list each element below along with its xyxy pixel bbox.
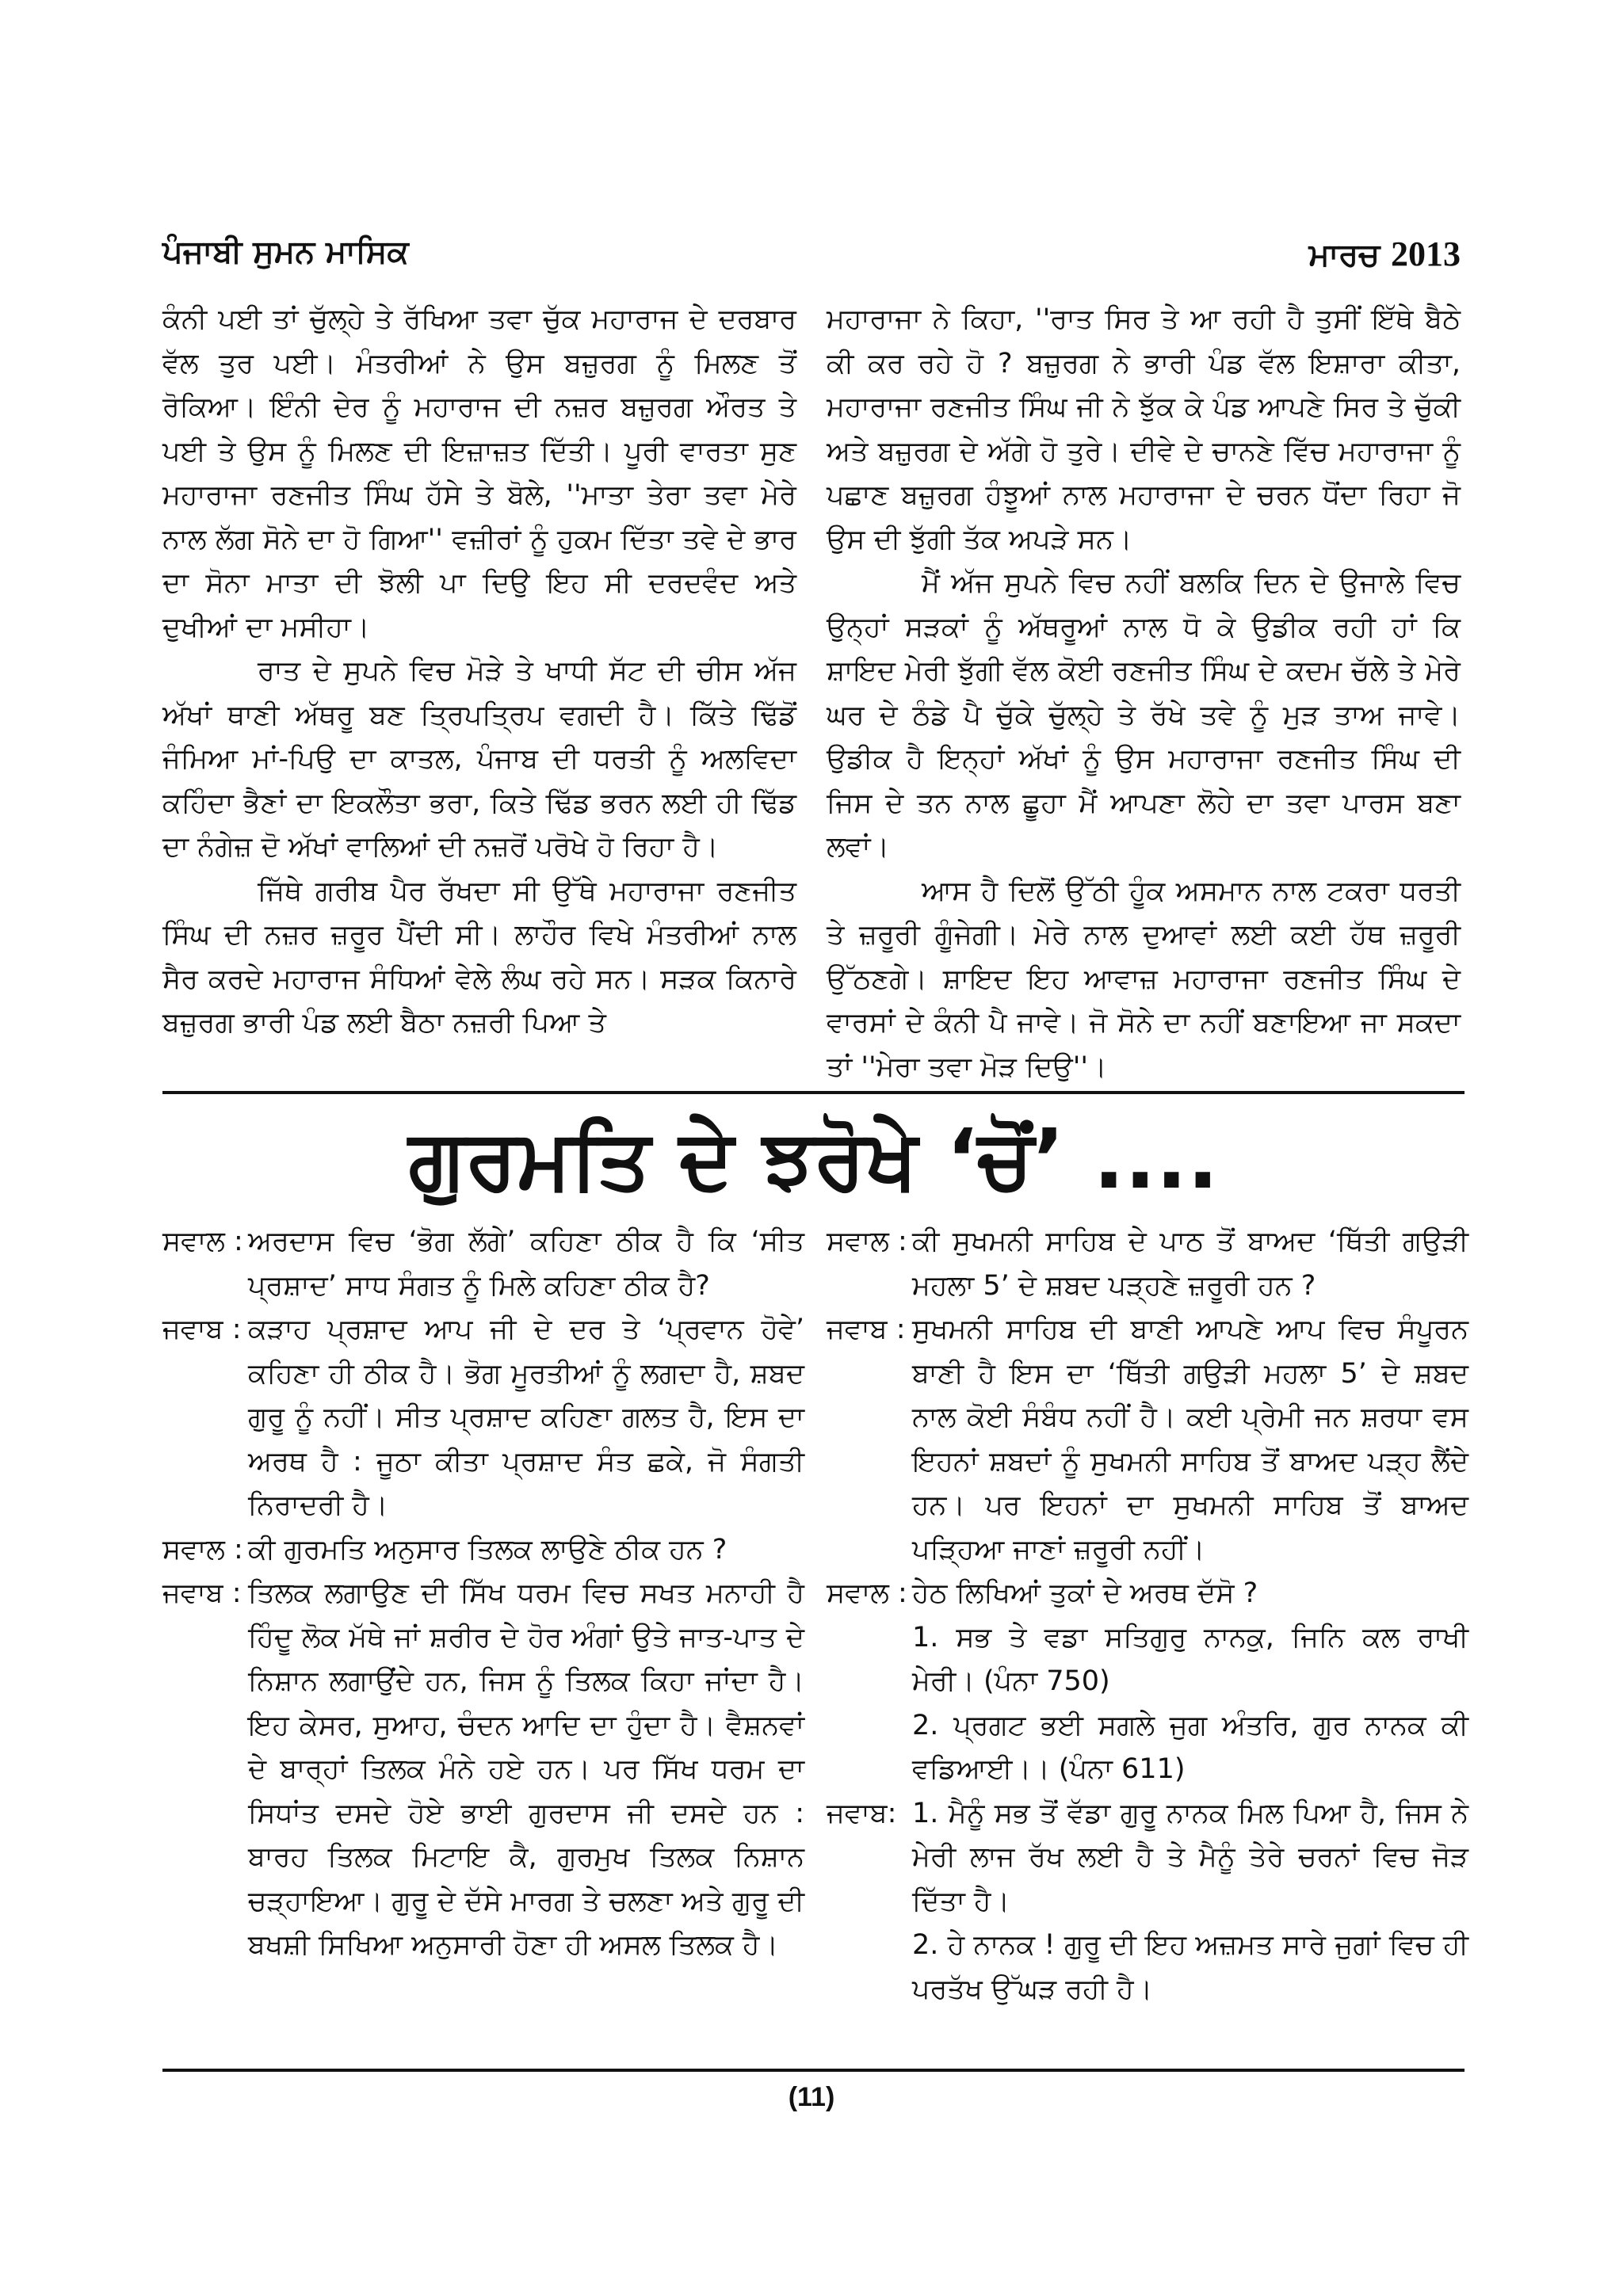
qa-text: 2. ਪ੍ਰਗਟ ਭਈ ਸਗਲੇ ਜੁਗ ਅੰਤਰਿ, ਗੁਰ ਨਾਨਕ ਕੀ ਵਡਿਆਈ।। (ਪੰਨਾ 611) [912, 1709, 1468, 1785]
qa-item [162, 1572, 804, 1968]
issue-date [1309, 234, 1461, 274]
qa-label [827, 1704, 912, 1792]
qa-item [827, 1308, 1468, 1572]
qa-column-left [162, 1220, 804, 1968]
article-paragraph: ਮੈਂ ਅੱਜ ਸੁਪਨੇ ਵਿਚ ਨਹੀਂ ਬਲਕਿ ਦਿਨ ਦੇ ਉਜਾਲੇ ਵਿਚ ਉਨ੍ਹਾਂ ਸੜਕਾਂ ਨੂੰ ਅੱਥਰੂਆਂ ਨਾਲ ਧੋ ਕੇ ਉਡੀਕ ਰਹੀ ਹਾਂ ਕਿ ਸ਼ਾਇਦ ਮੇਰੀ ਝੁੱਗੀ ਵੱਲ ਕੋਈ ਰਣਜੀਤ ਸਿੰਘ ਦੇ ਕਦਮ ਚੱਲੇ ਤੇ ਮੇਰੇ ਘਰ ਦੇ ਠੰਡੇ ਪੈ ਚੁੱਕੇ ਚੁੱਲ੍ਹੇ ਤੇ ਰੱਖੇ ਤਵੇ ਨੂੰ ਮੁੜ ਤਾਅ ਜਾਵੇ। ਉਡੀਕ ਹੈ ਇਨ੍ਹਾਂ ਅੱਖਾਂ ਨੂੰ ਉਸ ਮਹਾਰਾਜਾ ਰਣਜੀਤ ਸਿੰਘ ਦੀ ਜਿਸ ਦੇ ਤਨ ਨਾਲ ਛੂਹਾ ਮੈਂ ਆਪਣਾ ਲੋਹੇ ਦਾ ਤਵਾ ਪਾਰਸ ਬਣਾ ਲਵਾਂ। [827, 567, 1461, 863]
qa-item [162, 1528, 804, 1573]
issue-year: 2013 [1391, 235, 1461, 273]
qa-label: ਜਵਾਬ : [162, 1577, 242, 1609]
qa-text: 2. ਹੇ ਨਾਨਕ ! ਗੁਰੂ ਦੀ ਇਹ ਅਜ਼ਮਤ ਸਾਰੇ ਜੁਗਾਂ ਵਿਚ ਹੀ ਪਰਤੱਖ ਉੱਘੜ ਰਹੀ ਹੈ। [912, 1929, 1468, 2005]
section-title: ਗੁਰਮਤਿ ਦੇ ਝਰੋਖੇ ‘ਚੋਂ’ .... [408, 1111, 1219, 1207]
magazine-name: ਪੰਜਾਬੀ ਸੁਮਨ ਮਾਸਿਕ [162, 234, 409, 270]
qa-item [162, 1308, 804, 1528]
qa-text: ਤਿਲਕ ਲਗਾਉਣ ਦੀ ਸਿੱਖ ਧਰਮ ਵਿਚ ਸਖਤ ਮਨਾਹੀ ਹੈ ਹਿੰਦੂ ਲੋਕ ਮੱਥੇ ਜਾਂ ਸ਼ਰੀਰ ਦੇ ਹੋਰ ਅੰਗਾਂ ਉਤੇ ਜਾਤ-ਪਾਤ ਦੇ ਨਿਸ਼ਾਨ ਲਗਾਉਂਦੇ ਹਨ, ਜਿਸ ਨੂੰ ਤਿਲਕ ਕਿਹਾ ਜਾਂਦਾ ਹੈ। ਇਹ ਕੇਸਰ, ਸੁਆਹ, ਚੰਦਨ ਆਦਿ ਦਾ ਹੁੰਦਾ ਹੈ। ਵੈਸ਼ਨਵਾਂ ਦੇ ਬਾਰ੍ਹਾਂ ਤਿਲਕ ਮੰਨੇ ਹਏ ਹਨ। ਪਰ ਸਿੱਖ ਧਰਮ ਦਾ ਸਿਧਾਂਤ ਦਸਦੇ ਹੋਏ ਭਾਈ ਗੁਰਦਾਸ ਜੀ ਦਸਦੇ ਹਨ : ਬਾਰਹ ਤਿਲਕ ਮਿਟਾਇ ਕੈ, ਗੁਰਮੁਖ ਤਿਲਕ ਨਿਸ਼ਾਨ ਚੜ੍ਹਾਇਆ। ਗੁਰੂ ਦੇ ਦੱਸੇ ਮਾਰਗ ਤੇ ਚਲਣਾ ਅਤੇ ਗੁਰੂ ਦੀ ਬਖਸ਼ੀ ਸਿਖਿਆ ਅਨੁਸਾਰੀ ਹੋਣਾ ਹੀ ਅਸਲ ਤਿਲਕ ਹੈ। [248, 1577, 804, 1961]
qa-text: ਕੜਾਹ ਪ੍ਰਸ਼ਾਦ ਆਪ ਜੀ ਦੇ ਦਰ ਤੇ ‘ਪ੍ਰਵਾਨ ਹੋਵੇ’ ਕਹਿਣਾ ਹੀ ਠੀਕ ਹੈ। ਭੋਗ ਮੂਰਤੀਆਂ ਨੂੰ ਲਗਦਾ ਹੈ, ਸ਼ਬਦ ਗੁਰੂ ਨੂੰ ਨਹੀਂ। ਸੀਤ ਪ੍ਰਸ਼ਾਦ ਕਹਿਣਾ ਗਲਤ ਹੈ, ਇਸ ਦਾ ਅਰਥ ਹੈ : ਜੂਠਾ ਕੀਤਾ ਪ੍ਰਸ਼ਾਦ ਸੰਤ ਛਕੇ, ਜੋ ਸੰਗਤੀ ਨਿਰਾਦਰੀ ਹੈ। [248, 1314, 804, 1521]
qa-item [162, 1220, 804, 1308]
qa-label: ਸਵਾਲ : [162, 1226, 243, 1257]
qa-item [827, 1220, 1468, 1308]
qa-label [827, 1616, 912, 1704]
page-header [162, 234, 1461, 281]
qa-item [827, 1704, 1468, 1792]
article-paragraph: ਮਹਾਰਾਜਾ ਨੇ ਕਿਹਾ, ''ਰਾਤ ਸਿਰ ਤੇ ਆ ਰਹੀ ਹੈ ਤੁਸੀਂ ਇੱਥੇ ਬੈਠੇ ਕੀ ਕਰ ਰਹੇ ਹੋ ? ਬਜ਼ੁਰਗ ਨੇ ਭਾਰੀ ਪੰਡ ਵੱਲ ਇਸ਼ਾਰਾ ਕੀਤਾ, ਮਹਾਰਾਜਾ ਰਣਜੀਤ ਸਿੰਘ ਜੀ ਨੇ ਝੁੱਕ ਕੇ ਪੰਡ ਆਪਣੇ ਸਿਰ ਤੇ ਚੁੱਕੀ ਅਤੇ ਬਜ਼ੁਰਗ ਦੇ ਅੱਗੇ ਹੋ ਤੁਰੇ। ਦੀਵੇ ਦੇ ਚਾਨਣੇ ਵਿੱਚ ਮਹਾਰਾਜਾ ਨੂੰ ਪਛਾਣ ਬਜ਼ੁਰਗ ਹੰਝੂਆਂ ਨਾਲ ਮਹਾਰਾਜਾ ਦੇ ਚਰਨ ਧੋਂਦਾ ਰਿਹਾ ਜੋ ਉਸ ਦੀ ਝੁੱਗੀ ਤੱਕ ਅਪੜੇ ਸਨ। [827, 303, 1461, 555]
qa-item [827, 1616, 1468, 1704]
footer-divider [162, 2069, 1465, 2072]
qa-item [827, 1792, 1468, 1924]
qa-label [827, 1924, 912, 2012]
article-paragraph: ਕੰਨੀ ਪਈ ਤਾਂ ਚੁੱਲ੍ਹੇ ਤੇ ਰੱਖਿਆ ਤਵਾ ਚੁੱਕ ਮਹਾਰਾਜ ਦੇ ਦਰਬਾਰ ਵੱਲ ਤੁਰ ਪਈ। ਮੰਤਰੀਆਂ ਨੇ ਉਸ ਬਜ਼ੁਰਗ ਨੂੰ ਮਿਲਣ ਤੋਂ ਰੋਕਿਆ। ਇੰਨੀ ਦੇਰ ਨੂੰ ਮਹਾਰਾਜ ਦੀ ਨਜ਼ਰ ਬਜ਼ੁਰਗ ਔਰਤ ਤੇ ਪਈ ਤੇ ਉਸ ਨੂੰ ਮਿਲਣ ਦੀ ਇਜ਼ਾਜ਼ਤ ਦਿੱਤੀ। ਪੂਰੀ ਵਾਰਤਾ ਸੁਣ ਮਹਾਰਾਜਾ ਰਣਜੀਤ ਸਿੰਘ ਹੱਸੇ ਤੇ ਬੋਲੇ, ''ਮਾਤਾ ਤੇਰਾ ਤਵਾ ਮੇਰੇ ਨਾਲ ਲੱਗ ਸੋਨੇ ਦਾ ਹੋ ਗਿਆ'' ਵਜ਼ੀਰਾਂ ਨੂੰ ਹੁਕਮ ਦਿੱਤਾ ਤਵੇ ਦੇ ਭਾਰ ਦਾ ਸੋਨਾ ਮਾਤਾ ਦੀ ਝੋਲੀ ਪਾ ਦਿਉ ਇਹ ਸੀ ਦਰਦਵੰਦ ਅਤੇ ਦੁਖੀਆਂ ਦਾ ਮਸੀਹਾ। [162, 303, 796, 643]
qa-text: 1. ਸਭ ਤੇ ਵਡਾ ਸਤਿਗੁਰੁ ਨਾਨਕੁ, ਜਿਨਿ ਕਲ ਰਾਖੀ ਮੇਰੀ। (ਪੰਨਾ 750) [912, 1621, 1468, 1697]
qa-item [827, 1572, 1468, 1616]
qa-item [827, 1924, 1468, 2012]
qa-label: ਸਵਾਲ : [162, 1533, 243, 1566]
qa-text: ਕੀ ਗੁਰਮਤਿ ਅਨੁਸਾਰ ਤਿਲਕ ਲਾਉਣੇ ਠੀਕ ਹਨ ? [248, 1533, 727, 1566]
article-paragraph: ਆਸ ਹੈ ਦਿਲੋਂ ਉੱਠੀ ਹੂੰਕ ਅਸਮਾਨ ਨਾਲ ਟਕਰਾ ਧਰਤੀ ਤੇ ਜ਼ਰੂਰੀ ਗੂੰਜੇਗੀ। ਮੇਰੇ ਨਾਲ ਦੁਆਵਾਂ ਲਈ ਕਈ ਹੱਥ ਜ਼ਰੂਰੀ ਉੱਠਣਗੇ। ਸ਼ਾਇਦ ਇਹ ਆਵਾਜ਼ ਮਹਾਰਾਜਾ ਰਣਜੀਤ ਸਿੰਘ ਦੇ ਵਾਰਸਾਂ ਦੇ ਕੰਨੀ ਪੈ ਜਾਵੇ। ਜੋ ਸੋਨੇ ਦਾ ਨਹੀਂ ਬਣਾਇਆ ਜਾ ਸਕਦਾ ਤਾਂ ''ਮੇਰਾ ਤਵਾ ਮੋੜ ਦਿਉ''। [827, 875, 1461, 1083]
article-paragraph: ਜਿੱਥੇ ਗਰੀਬ ਪੈਰ ਰੱਖਦਾ ਸੀ ਉੱਥੇ ਮਹਾਰਾਜਾ ਰਣਜੀਤ ਸਿੰਘ ਦੀ ਨਜ਼ਰ ਜ਼ਰੂਰ ਪੈਂਦੀ ਸੀ। ਲਾਹੌਰ ਵਿਖੇ ਮੰਤਰੀਆਂ ਨਾਲ ਸੈਰ ਕਰਦੇ ਮਹਾਰਾਜ ਸੰਧਿਆਂ ਵੇਲੇ ਲੰਘ ਰਹੇ ਸਨ। ਸੜਕ ਕਿਨਾਰੇ ਬਜ਼ੁਰਗ ਭਾਰੀ ਪੰਡ ਲਈ ਬੈਠਾ ਨਜ਼ਰੀ ਪਿਆ ਤੇ [162, 875, 796, 1039]
qa-text: 1. ਮੈਨੂੰ ਸਭ ਤੋਂ ਵੱਡਾ ਗੁਰੂ ਨਾਨਕ ਮਿਲ ਪਿਆ ਹੈ, ਜਿਸ ਨੇ ਮੇਰੀ ਲਾਜ ਰੱਖ ਲਈ ਹੈ ਤੇ ਮੈਨੂੰ ਤੇਰੇ ਚਰਨਾਂ ਵਿਚ ਜੋੜ ਦਿੱਤਾ ਹੈ। [912, 1797, 1468, 1917]
qa-column-right [827, 1220, 1468, 2012]
qa-label: ਜਵਾਬ : [827, 1314, 906, 1345]
qa-text: ਸੁਖਮਨੀ ਸਾਹਿਬ ਦੀ ਬਾਣੀ ਆਪਣੇ ਆਪ ਵਿਚ ਸੰਪੂਰਨ ਬਾਣੀ ਹੈ ਇਸ ਦਾ ‘ਥਿੱਤੀ ਗਉੜੀ ਮਹਲਾ 5’ ਦੇ ਸ਼ਬਦ ਨਾਲ ਕੋਈ ਸੰਬੰਧ ਨਹੀਂ ਹੈ। ਕਈ ਪ੍ਰੇਮੀ ਜਨ ਸ਼ਰਧਾ ਵਸ ਇਹਨਾਂ ਸ਼ਬਦਾਂ ਨੂੰ ਸੁਖਮਨੀ ਸਾਹਿਬ ਤੋਂ ਬਾਅਦ ਪੜ੍ਹ ਲੈਂਦੇ ਹਨ। ਪਰ ਇਹਨਾਂ ਦਾ ਸੁਖਮਨੀ ਸਾਹਿਬ ਤੋਂ ਬਾਅਦ ਪੜ੍ਹਿਆ ਜਾਣਾਂ ਜ਼ਰੂਰੀ ਨਹੀਂ। [912, 1314, 1468, 1566]
qa-label: ਸਵਾਲ : [827, 1226, 907, 1257]
qa-text: ਕੀ ਸੁਖਮਨੀ ਸਾਹਿਬ ਦੇ ਪਾਠ ਤੋਂ ਬਾਅਦ ‘ਥਿੱਤੀ ਗਉੜੀ ਮਹਲਾ 5’ ਦੇ ਸ਼ਬਦ ਪੜ੍ਹਣੇ ਜ਼ਰੂਰੀ ਹਨ ? [912, 1226, 1468, 1302]
qa-label: ਸਵਾਲ : [827, 1577, 907, 1609]
qa-label: ਜਵਾਬ : [162, 1314, 242, 1345]
qa-label: ਜਵਾਬ: [827, 1797, 897, 1829]
page-number: (11) [788, 2082, 835, 2112]
article-column-right [827, 298, 1461, 1089]
section-divider [162, 1091, 1465, 1094]
article-paragraph: ਰਾਤ ਦੇ ਸੁਪਨੇ ਵਿਚ ਮੋੜੇ ਤੇ ਖਾਧੀ ਸੱਟ ਦੀ ਚੀਸ ਅੱਜ ਅੱਖਾਂ ਥਾਣੀ ਅੱਥਰੂ ਬਣ ਤ੍ਰਿਪਤ੍ਰਿਪ ਵਗਦੀ ਹੈ। ਕਿੱਤੇ ਢਿੱਡੋਂ ਜੰਮਿਆ ਮਾਂ-ਪਿਉ ਦਾ ਕਾਤਲ, ਪੰਜਾਬ ਦੀ ਧਰਤੀ ਨੂੰ ਅਲਵਿਦਾ ਕਹਿੰਦਾ ਭੈਣਾਂ ਦਾ ਇਕਲੌਤਾ ਭਰਾ, ਕਿਤੇ ਢਿੱਡ ਭਰਨ ਲਈ ਹੀ ਢਿੱਡ ਦਾ ਨੰਗੇਜ਼ ਦੋ ਅੱਖਾਂ ਵਾਲਿਆਂ ਦੀ ਨਜ਼ਰੋਂ ਪਰੋਖੇ ਹੋ ਰਿਹਾ ਹੈ। [162, 655, 796, 863]
qa-text: ਅਰਦਾਸ ਵਿਚ ‘ਭੋਗ ਲੱਗੇ’ ਕਹਿਣਾ ਠੀਕ ਹੈ ਕਿ ‘ਸੀਤ ਪ੍ਰਸ਼ਾਦ’ ਸਾਧ ਸੰਗਤ ਨੂੰ ਮਿਲੇ ਕਹਿਣਾ ਠੀਕ ਹੈ? [248, 1226, 804, 1302]
issue-month: ਮਾਰਚ [1308, 237, 1381, 273]
article-column-left [162, 298, 796, 1046]
qa-text: ਹੇਠ ਲਿਖਿਆਂ ਤੁਕਾਂ ਦੇ ਅਰਥ ਦੱਸੋ ? [912, 1577, 1258, 1609]
